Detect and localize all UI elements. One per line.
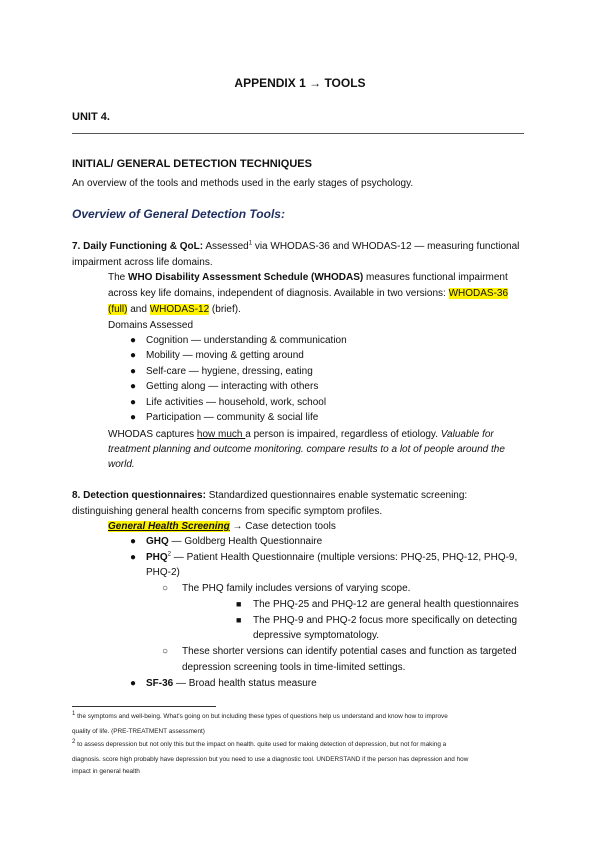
whodas-capture-a [108,428,494,441]
circle-bullet-icon: ○ [162,646,169,657]
short-versions-cont: depression screening tools in time-limited settings. [182,662,406,673]
bullet-icon: ● [130,412,137,423]
item8-text: Standardized questionnaires enable systematic screening: [205,490,468,501]
section-heading: INITIAL/ GENERAL DETECTION TECHNIQUES [72,158,312,170]
section-intro: An overview of the tools and methods used in the early stages of psychology. [72,178,414,189]
ghq-bold: GHQ [146,536,169,547]
item7-line1 [72,240,519,253]
bullet-icon: ● [130,350,137,361]
footnote-2-num: 2 [72,738,76,745]
domain-item: Cognition — understanding & communication [146,335,347,346]
square-bullet-icon: ■ [236,615,242,625]
sub-item: The PHQ-25 and PHQ-12 are general health questionnaires [253,599,519,610]
unit-heading: UNIT 4. [72,111,110,123]
overview-subheading: Overview of General Detection Tools: [72,207,285,221]
item7-line2: impairment across life domains. [72,257,213,268]
whodas-desc-c-post: (brief). [209,304,241,315]
whodas-capture-b: treatment planning and outcome monitoring. compare results to a lot of people around the [108,444,505,455]
whodas-desc-a-pre: The [108,272,129,283]
phq-item-cont: PHQ-2) [146,567,180,578]
whodas-desc-c-mid: and [127,304,150,315]
bullet-icon: ● [130,397,137,408]
footnote-ref-1[interactable]: 1 [248,240,253,247]
circle-bullet-icon: ○ [162,583,169,594]
whodas-desc-b-pre: across key life domains, independent of diagnosis. Available in two versions: [108,288,449,299]
capture-pre: WHODAS captures [108,429,197,440]
phq-bold: PHQ [146,552,168,563]
capture-post: a person is impaired, regardless of etiology. [245,429,441,440]
domain-item: Getting along — interacting with others [146,381,319,392]
capture-underline: how much [196,429,246,440]
ghq-text: — Goldberg Health Questionnaire [168,536,323,547]
sf36-text: — Broad health status measure [173,678,317,689]
phq-family: The PHQ family includes versions of varying scope. [182,583,411,594]
bullet-icon: ● [130,678,137,689]
footnote-2 [72,740,446,749]
ghs-post: → Case detection tools [229,521,336,532]
item7-text-b: via WHODAS-36 and WHODAS-12 — measuring functional [252,241,520,252]
footnote-2-a: to assess depression but not only this but the impact on health. quite used for making detection of depression, but not for making a [75,741,447,748]
footnote-1 [72,712,448,721]
whodas-capture-c: world. [108,459,135,470]
domains-label: Domains Assessed [108,320,194,331]
item7-label: 7. Daily Functioning & QoL: [72,241,204,252]
sf36-bold: SF-36 [146,678,174,689]
whodas-desc-c [108,303,241,316]
footnote-2-cont2: impact in general health [72,768,140,775]
whodas-name: WHO Disability Assessment Schedule (WHODAS) [128,272,364,283]
ghs-highlight: General Health Screening [108,521,230,532]
whodas-desc-a-post: measures functional impairment [363,272,508,283]
bullet-icon: ● [130,381,137,392]
bullet-icon: ● [130,536,137,547]
sub-item-cont: depressive symptomatology. [253,630,379,641]
item7-text-a: Assessed [203,241,249,252]
short-versions: These shorter versions can identify potential cases and function as targeted [182,646,517,657]
bullet-icon: ● [130,335,137,346]
whodas-desc-b [108,287,508,300]
bullet-icon: ● [130,366,137,377]
page-title: APPENDIX 1 → TOOLS [234,76,366,90]
phq-item [146,551,517,564]
whodas12-highlight: WHODAS-12 [149,304,210,315]
capture-italic: Valuable for [440,429,494,440]
ghq-item [146,535,322,548]
item8-label: 8. Detection questionnaires: [72,490,206,501]
footnote-ref-2[interactable]: 2 [167,551,172,558]
item8-line1 [72,489,467,502]
footnote-1-cont: quality of life. (PRE-TREATMENT assessment) [72,728,205,735]
domain-item: Self-care — hygiene, dressing, eating [146,366,313,377]
footnote-1-a: the symptoms and well-being. What's going on but including these types of questions help us understand and know how to improve [75,713,448,720]
square-bullet-icon: ■ [236,599,242,609]
full-highlight: (full) [108,304,128,315]
whodas-desc-a [108,271,508,284]
domain-item: Life activities — household, work, school [146,397,327,408]
item8-line2: distinguishing general health concerns from specific symptom profiles. [72,506,383,517]
footnote-divider [72,706,216,707]
bullet-icon: ● [130,552,137,563]
phq-text: — Patient Health Questionnaire (multiple versions: PHQ-25, PHQ-12, PHQ-9, [171,552,518,563]
domain-item: Mobility — moving & getting around [146,350,304,361]
sub-item: The PHQ-9 and PHQ-2 focus more specifically on detecting [253,615,518,626]
footnote-1-num: 1 [72,710,76,717]
domain-item: Participation — community & social life [146,412,319,423]
section-divider [72,133,524,134]
footnote-2-cont: diagnosis. score high probably have depression but you need to use a diagnostic tool. UNDERSTAND if the person has depression and how [72,756,469,763]
sf36-item [146,677,317,690]
ghs-line [108,520,336,533]
whodas36-highlight: WHODAS-36 [448,288,509,299]
